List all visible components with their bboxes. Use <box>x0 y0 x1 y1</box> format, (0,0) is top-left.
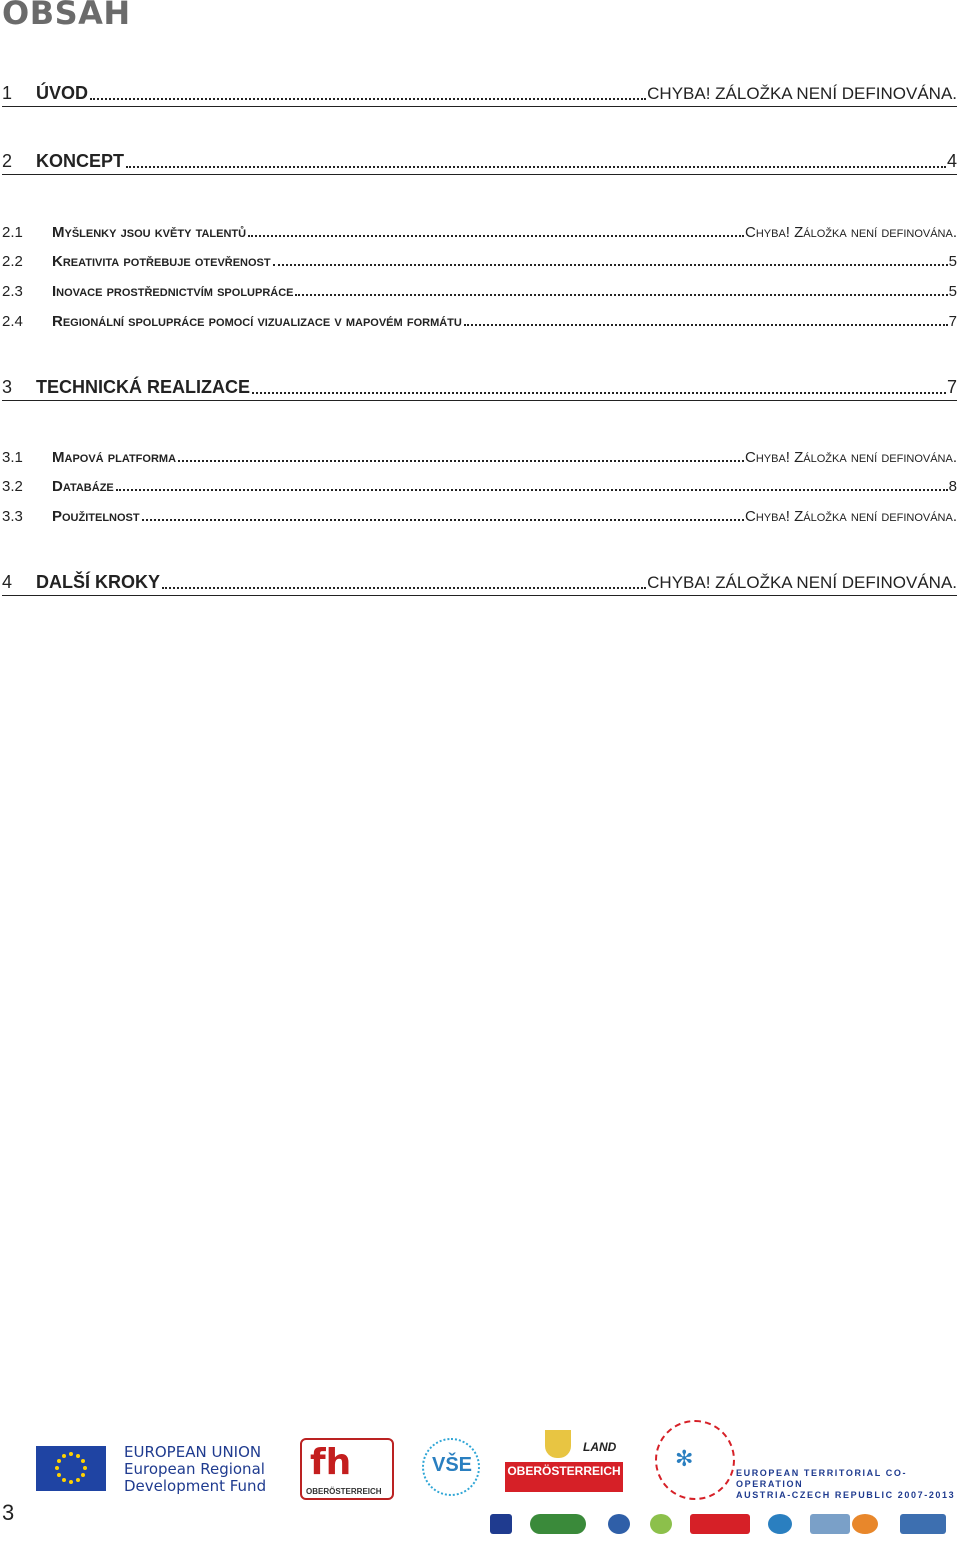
fh-logo <box>300 1438 394 1500</box>
eu-line-2: European Regional <box>124 1460 265 1478</box>
etc-label <box>736 1468 960 1501</box>
toc-leader-dots <box>142 509 744 521</box>
toc-entry-number: 2.4 <box>2 313 23 330</box>
toc-entry-label: ÚVOD <box>36 83 89 103</box>
land-bar: OBERÖSTERREICH <box>505 1462 623 1492</box>
vse-mark: VŠE <box>432 1454 473 1476</box>
toc-leader-dots <box>273 254 948 266</box>
toc-entry-page: 7 <box>948 313 957 330</box>
partner-logo-4 <box>650 1514 672 1534</box>
toc-entry-number: 2 <box>2 151 13 171</box>
toc-entry-label: Regionální spolupráce pomocí vizualizace v mapovém formátu <box>52 313 462 330</box>
toc-entry[interactable] <box>2 78 957 107</box>
toc-leader-dots <box>162 577 646 589</box>
toc-entry-number: 3 <box>2 377 13 397</box>
toc-entry[interactable] <box>2 499 957 525</box>
toc-entry-label: Kreativita potřebuje otevřenost <box>52 253 271 270</box>
toc-entry[interactable] <box>2 274 957 300</box>
toc-entry[interactable] <box>2 244 957 270</box>
toc-leader-dots <box>248 225 744 237</box>
partner-logo-2 <box>530 1514 586 1534</box>
land-word: LAND <box>583 1440 617 1454</box>
toc-entry-number: 2.1 <box>2 224 23 241</box>
toc-entry-label: Mapová platforma <box>52 449 177 466</box>
toc-entry-number: 2.3 <box>2 283 23 300</box>
toc-entry-page: Chyba! Záložka není definována. <box>745 449 957 466</box>
toc-entry-page: 5 <box>948 283 957 300</box>
toc-entry-label: DALŠÍ KROKY <box>36 572 161 592</box>
toc-entry-page: 5 <box>948 253 957 270</box>
toc-entry-number: 3.2 <box>2 478 23 495</box>
partner-logo-9 <box>900 1514 946 1534</box>
fh-sub: OBERÖSTERREICH <box>306 1487 382 1496</box>
toc-leader-dots <box>295 284 947 296</box>
eu-line-1: EUROPEAN UNION <box>124 1443 262 1461</box>
toc-entry[interactable] <box>2 372 957 401</box>
etc-line-2: AUSTRIA-CZECH REPUBLIC 2007-2013 <box>736 1490 956 1500</box>
toc-entry-page: Chyba! Záložka není definována. <box>745 224 957 241</box>
toc-entry-label: TECHNICKÁ REALIZACE <box>36 377 250 397</box>
toc-leader-dots <box>90 88 646 100</box>
partner-logo-3 <box>608 1514 630 1534</box>
footer-logos <box>0 1410 960 1547</box>
toc-entry-page: 8 <box>948 478 957 495</box>
etc-line-1: EUROPEAN TERRITORIAL CO-OPERATION <box>736 1468 908 1489</box>
toc-entry-label: Inovace prostřednictvím spolupráce <box>52 283 294 300</box>
eu-flag-icon <box>36 1446 106 1491</box>
page-title: OBSAH <box>2 0 131 32</box>
partner-logo-8 <box>852 1514 878 1534</box>
crest-icon <box>545 1430 571 1458</box>
toc-entry-number: 4 <box>2 572 13 592</box>
partner-logo-5 <box>690 1514 750 1534</box>
partner-logo-row <box>490 1514 960 1538</box>
toc-entry-label: Myšlenky jsou květy talentů <box>52 224 247 241</box>
fh-mark: fh <box>310 1442 352 1483</box>
toc-entry-label: KONCEPT <box>36 151 125 171</box>
toc-entry-page: Chyba! Záložka není definována. <box>745 508 957 525</box>
toc-entry-page: CHYBA! ZÁLOŽKA NENÍ DEFINOVÁNA. <box>647 84 957 103</box>
toc-entry-label: Použitelnost <box>52 508 140 525</box>
toc-entry-page: 7 <box>946 377 957 397</box>
toc-entry-number: 2.2 <box>2 253 23 270</box>
eu-line-3: Development Fund <box>124 1477 267 1495</box>
land-logo <box>505 1430 623 1494</box>
toc-entry-number: 3.3 <box>2 508 23 525</box>
toc-leader-dots <box>464 314 948 326</box>
toc-entry-page: 4 <box>946 151 957 171</box>
coop-mark: ✻ <box>675 1446 694 1471</box>
toc-entry[interactable] <box>2 215 957 241</box>
toc-entry[interactable] <box>2 469 957 495</box>
toc-entry[interactable] <box>2 567 957 596</box>
page-number: 3 <box>2 1500 15 1525</box>
toc-entry[interactable] <box>2 146 957 175</box>
eu-fund-label <box>124 1444 266 1495</box>
vse-logo <box>422 1438 480 1496</box>
toc-entry-label: Databáze <box>52 478 114 495</box>
toc-leader-dots <box>252 382 946 394</box>
cooperation-logo <box>655 1420 735 1500</box>
toc-leader-dots <box>178 450 744 462</box>
toc-entry-number: 3.1 <box>2 449 23 466</box>
toc-entry-number: 1 <box>2 83 13 103</box>
partner-logo-6 <box>768 1514 792 1534</box>
partner-logo-1 <box>490 1514 512 1534</box>
toc-leader-dots <box>126 156 946 168</box>
toc-entry[interactable] <box>2 440 957 466</box>
toc-entry-page: CHYBA! ZÁLOŽKA NENÍ DEFINOVÁNA. <box>647 573 957 592</box>
partner-logo-7 <box>810 1514 850 1534</box>
toc-leader-dots <box>116 479 948 491</box>
toc-entry[interactable] <box>2 304 957 330</box>
